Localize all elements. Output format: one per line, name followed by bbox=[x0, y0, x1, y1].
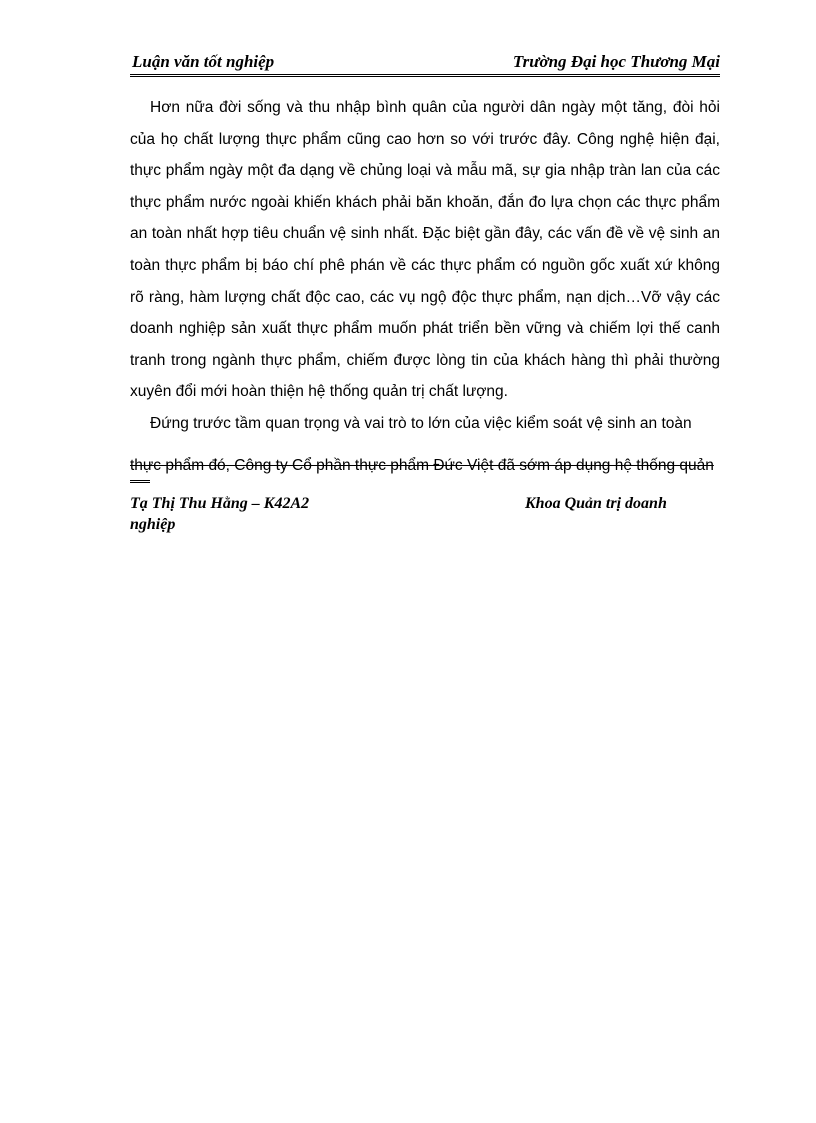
struck-through-line: thực phẩm đó, Công ty Cổ phần thực phẩm Đức Việt đã sớm áp dụng hệ thống quản bbox=[130, 457, 714, 474]
footer-divider bbox=[130, 480, 150, 483]
body-text bbox=[130, 92, 720, 440]
header-thesis-label: Luận văn tốt nghiệp bbox=[132, 52, 275, 71]
footer-faculty-continued: nghiệp bbox=[130, 516, 176, 533]
header-divider bbox=[130, 74, 720, 77]
footer-author: Tạ Thị Thu Hằng – K42A2 bbox=[130, 495, 310, 512]
paragraph-2: Đứng trước tầm quan trọng và vai trò to lớn của việc kiểm soát vệ sinh an toàn bbox=[150, 414, 692, 432]
page-header bbox=[130, 52, 720, 76]
paragraph-1: Hơn nữa đời sống và thu nhập bình quân của người dân ngày một tăng, đòi hỏi của họ chất lượng thực phẩm cũng cao hơn so với trước đây. Công nghệ hiện đại, thực phẩm ngày một đa dạng về chủng loại và mẫu mã, sự gia nhập tràn lan của các thực phẩm nước ngoài khiến khách phải băn khoăn, đắn đo lựa chọn các thực phẩm an toàn nhất hợp tiêu chuẩn vệ sinh nhất. Đặc biệt gần đây, các vấn đề về vệ sinh an toàn thực phẩm bị báo chí phê phán về các thực phẩm có nguồn gốc xuất xứ không rõ ràng, hàm lượng chất độc cao, các vụ ngộ độc thực phẩm, nạn dịch…Vỡ vậy các doanh nghiệp sản xuất thực phẩm muốn phát triển bền vững và chiếm lợi thế canh tranh trong ngành thực phẩm, chiếm được lòng tin của khách hàng thì phải thường xuyên đổi mới hoàn thiện hệ thống quản trị chất lượng. bbox=[130, 99, 720, 401]
header-university-name: Trường Đại học Thương Mại bbox=[512, 52, 720, 71]
footer-faculty: Khoa Quản trị doanh bbox=[525, 495, 667, 512]
